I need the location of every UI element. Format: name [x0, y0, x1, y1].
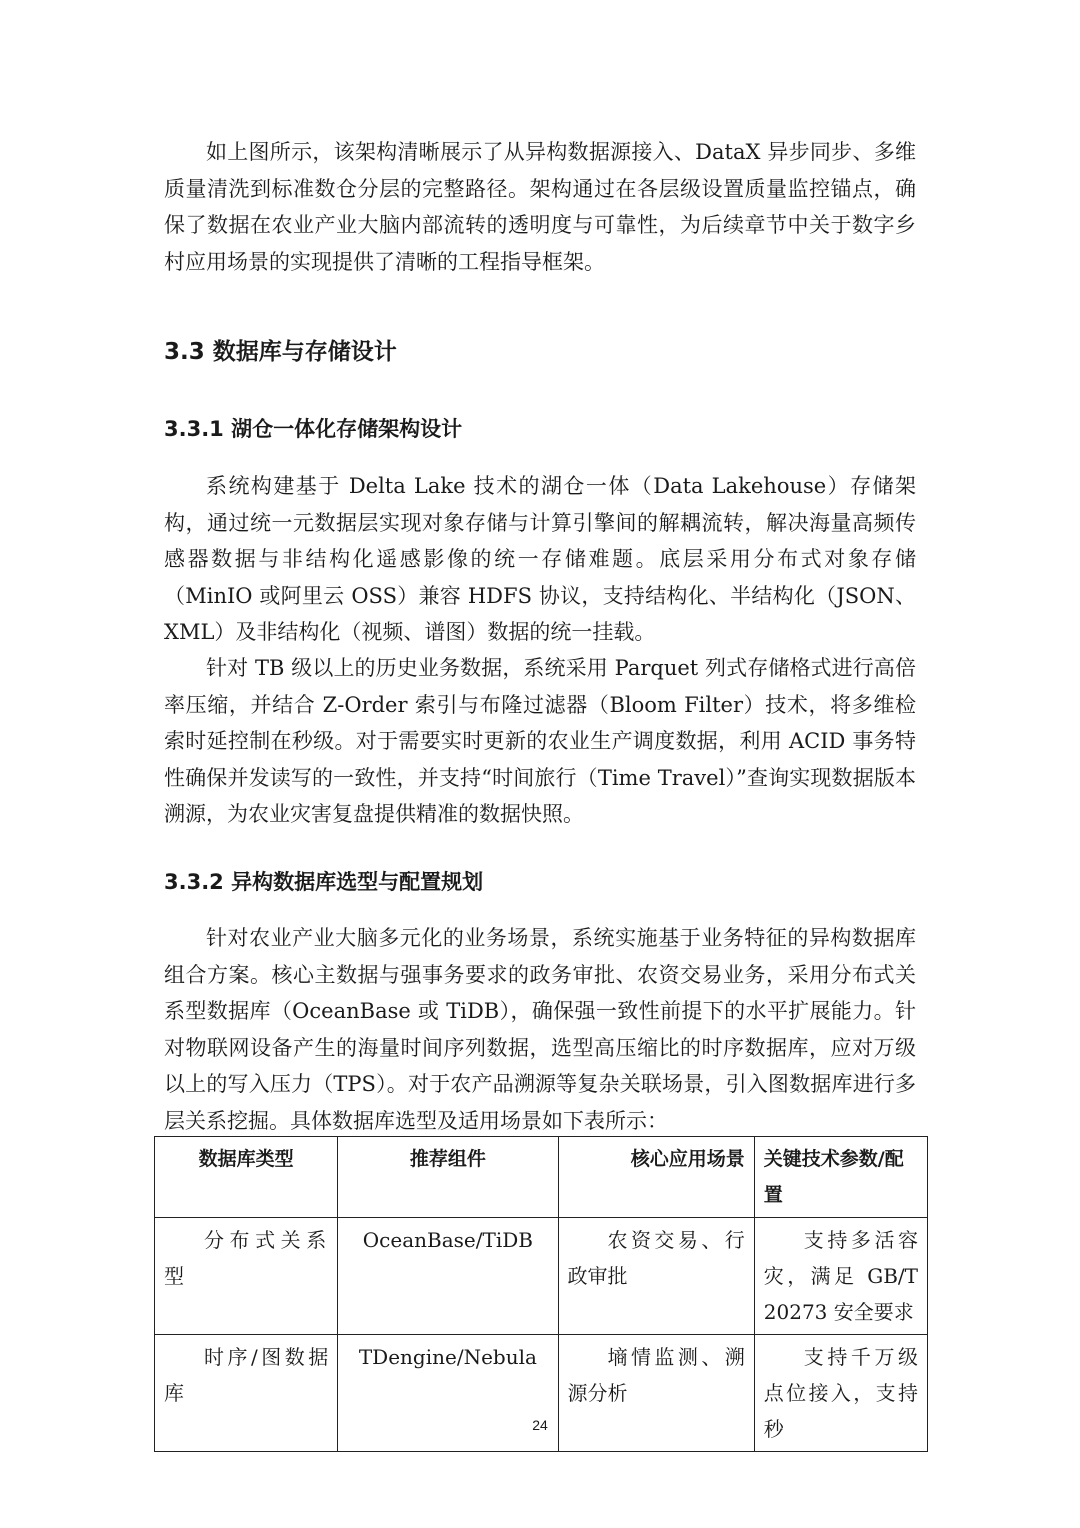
table-header-cell: 数据库类型	[155, 1137, 338, 1218]
section-heading-3-3-1: 3.3.1 湖仓一体化存储架构设计	[164, 417, 463, 441]
table-cell: OceanBase/TiDB	[338, 1218, 558, 1335]
table-header-cell: 关键技术参数/配置	[754, 1137, 927, 1218]
table-cell: 墒情监测、溯源分析	[558, 1335, 754, 1452]
table-cell: 时序/图数据库	[155, 1335, 338, 1452]
table-header-cell: 核心应用场景	[558, 1137, 754, 1218]
table-row	[155, 1335, 928, 1452]
page-number: 24	[532, 1417, 548, 1433]
table-cell: 农资交易、行政审批	[558, 1218, 754, 1335]
table-row	[155, 1218, 928, 1335]
paragraph-heterogeneous: 针对农业产业大脑多元化的业务场景，系统实施基于业务特征的异构数据库组合方案。核心主数据与强事务要求的政务审批、农资交易业务，采用分布式关系型数据库（OceanBase 或 TiDB），确保强一致性前提下的水平扩展能力。针对物联网设备产生的海量时间序列数据，选型高压缩比的时序数据库，应对万级以上的写入压力（TPS）。对于农产品溯源等复杂关联场景，引入图数据库进行多层关系挖掘。具体数据库选型及适用场景如下表所示：	[164, 926, 916, 1133]
table-cell: 支持千万级点位接入，支持秒	[754, 1335, 927, 1452]
paragraph-lakehouse-1: 系统构建基于 Delta Lake 技术的湖仓一体（Data Lakehouse）存储架构，通过统一元数据层实现对象存储与计算引擎间的解耦流转，解决海量高频传感器数据与非结构化遥感影像的统一存储难题。底层采用分布式对象存储（MinIO 或阿里云 OSS）兼容 HDFS 协议，支持结构化、半结构化（JSON、XML）及非结构化（视频、谱图）数据的统一挂载。	[164, 474, 916, 644]
section-heading-3-3: 3.3 数据库与存储设计	[164, 339, 397, 365]
table-header-cell: 推荐组件	[338, 1137, 558, 1218]
table-cell: 支持多活容灾，满足 GB/T 20273 安全要求	[754, 1218, 927, 1335]
table-header-row	[155, 1137, 928, 1218]
paragraph-lakehouse-2: 针对 TB 级以上的历史业务数据，系统采用 Parquet 列式存储格式进行高倍率压缩，并结合 Z-Order 索引与布隆过滤器（Bloom Filter）技术，将多维检索时延控制在秒级。对于需要实时更新的农业生产调度数据，利用 ACID 事务特性确保并发读写的一致性，并支持“时间旅行（Time Travel）”查询实现数据版本溯源，为农业灾害复盘提供精准的数据快照。	[164, 656, 916, 826]
section-heading-3-3-2: 3.3.2 异构数据库选型与配置规划	[164, 870, 484, 894]
table-cell: TDengine/Nebula	[338, 1335, 558, 1452]
paragraph-intro: 如上图所示，该架构清晰展示了从异构数据源接入、DataX 异步同步、多维质量清洗到标准数仓分层的完整路径。架构通过在各层级设置质量监控锚点，确保了数据在农业产业大脑内部流转的透明度与可靠性，为后续章节中关于数字乡村应用场景的实现提供了清晰的工程指导框架。	[164, 140, 916, 274]
database-selection-table	[154, 1136, 928, 1452]
table-cell: 分布式关系型	[155, 1218, 338, 1335]
